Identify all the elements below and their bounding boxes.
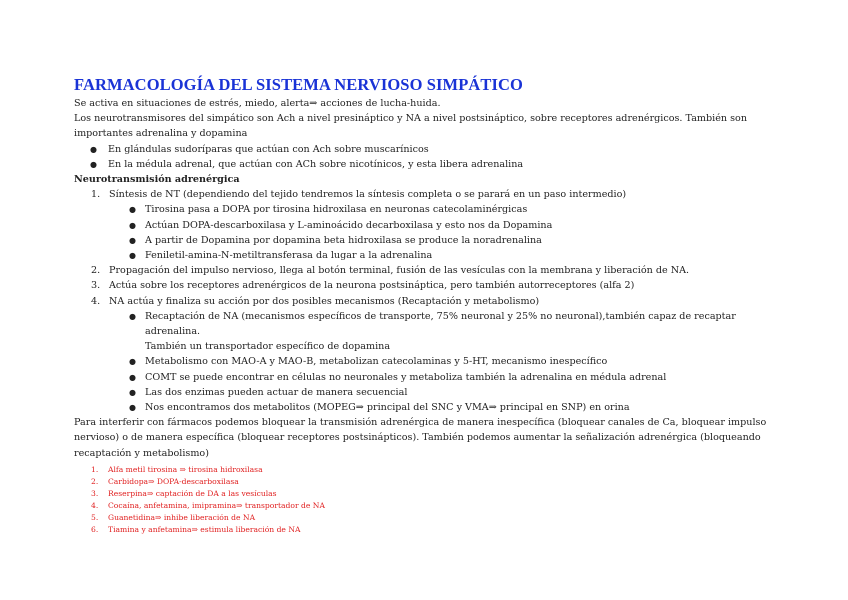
step-item bbox=[74, 263, 774, 278]
bullet-item: ● En la médula adrenal, que actúan con ACh sobre nicotínicos, y esta libera adrenalina bbox=[74, 157, 774, 172]
drug-text: Cocaína, anfetamina, imipramina⇒ transportador de NA bbox=[108, 501, 325, 511]
step-text: Propagación del impulso nervioso, llega al botón terminal, fusión de las vesículas con la membrana y liberación de NA. bbox=[109, 265, 690, 277]
drug-item bbox=[74, 464, 774, 476]
intro-text: Se activa en situaciones de estrés, miedo, alerta⇒ acciones de lucha-huida. bbox=[74, 98, 441, 109]
sub-bullet-item: ● Nos encontramos dos metabolitos (MOPEG⇒ principal del SNC y VMA⇒ principal en SNP) en orina bbox=[74, 400, 774, 415]
sub-bullet-item: ● Metabolismo con MAO-A y MAO-B, metabolizan catecolaminas y 5-HT, mecanismo inespecífico bbox=[74, 354, 774, 369]
step-text: NA actúa y finaliza su acción por dos posibles mecanismos (Recaptación y metabolismo) bbox=[109, 295, 540, 307]
drug-number: 1. bbox=[91, 464, 99, 474]
drug-item bbox=[74, 476, 774, 488]
step-text: Actúa sobre los receptores adrenérgicos de la neurona postsináptica, pero también autorreceptores (alfa 2) bbox=[109, 280, 635, 292]
drug-number: 4. bbox=[91, 501, 99, 511]
drug-number: 3. bbox=[91, 489, 99, 499]
sub-bullet-item: ● COMT se puede encontrar en células no neuronales y metaboliza también la adrenalina en médula adrenal bbox=[74, 370, 774, 385]
sub-bullet-item: ● Feniletil-amina-N-metiltransferasa da lugar a la adrenalina bbox=[74, 248, 774, 263]
drug-text: Carbidopa⇒ DOPA-descarboxilasa bbox=[108, 476, 239, 486]
step-number: 3. bbox=[91, 280, 101, 292]
document-body bbox=[74, 96, 774, 536]
drug-text: Alfa metil tirosina ⇒ tirosina hidroxilasa bbox=[108, 464, 263, 474]
neuro-text-line1: Los neurotransmisores del simpático son Ach a nivel presináptico y NA a nivel postsináptico, sobre receptores adrenérgicos. También son bbox=[74, 113, 748, 125]
sub-bullet-item: ● Recaptación de NA (mecanismos específicos de transporte, 75% neuronal y 25% no neuronal),también capaz de recaptar adrenalina. bbox=[74, 309, 774, 339]
drug-number: 2. bbox=[91, 476, 99, 486]
closing-text-line: Para interferir con fármacos podemos bloquear la transmisión adrenérgica de manera inespecífica (bloquear canales de Ca, bloquear impulso bbox=[74, 417, 767, 429]
step-item bbox=[74, 294, 774, 309]
sub-bullet-item: ● Las dos enzimas pueden actuar de manera secuencial bbox=[74, 385, 774, 400]
drug-text: Tiamina y anfetamina⇒ estimula liberación de NA bbox=[108, 525, 301, 535]
drug-list bbox=[74, 464, 774, 537]
step-item bbox=[74, 278, 774, 293]
drug-item bbox=[74, 512, 774, 524]
step-item bbox=[74, 187, 774, 202]
closing-text-line: recaptación y metabolismo) bbox=[74, 447, 209, 459]
drug-text: Guanetidina⇒ inhibe liberación de NA bbox=[108, 513, 256, 523]
drug-item bbox=[74, 488, 774, 500]
step-number: 4. bbox=[91, 295, 101, 307]
sub-bullet-item: ● Actúan DOPA-descarboxilasa y L-aminoácido decarboxilasa y esto nos da Dopamina bbox=[74, 218, 774, 233]
step-number: 2. bbox=[91, 265, 101, 277]
page-title: FARMACOLOGÍA DEL SISTEMA NERVIOSO SIMPÁTICO bbox=[74, 75, 523, 94]
neuro-text-line2: importantes adrenalina y dopamina bbox=[74, 128, 248, 140]
step-number: 1. bbox=[91, 189, 101, 201]
bullet-item: ● En glándulas sudoríparas que actúan con Ach sobre muscarínicos bbox=[74, 142, 774, 157]
drug-item bbox=[74, 500, 774, 512]
sub-bullet-item: ● A partir de Dopamina por dopamina beta hidroxilasa se produce la noradrenalina bbox=[74, 233, 774, 248]
closing-text-line: nervioso) o de manera específica (bloquear receptores postsinápticos). También podemos aumentar la señalización adrenérgica (bloqueando bbox=[74, 432, 761, 444]
drug-number: 6. bbox=[91, 525, 99, 535]
drug-item bbox=[74, 524, 774, 536]
drug-number: 5. bbox=[91, 513, 99, 523]
sub-bullet-continuation: También un transportador específico de dopamina bbox=[145, 341, 391, 353]
section-heading: Neurotransmisión adrenérgica bbox=[74, 174, 240, 186]
step-text: Síntesis de NT (dependiendo del tejido tendremos la síntesis completa o se parará en un paso intermedio) bbox=[109, 189, 627, 201]
drug-text: Reserpina⇒ captación de DA a las vesículas bbox=[108, 489, 277, 499]
sub-bullet-item: ● Tirosina pasa a DOPA por tirosina hidroxilasa en neuronas catecolaminérgicas bbox=[74, 202, 774, 217]
